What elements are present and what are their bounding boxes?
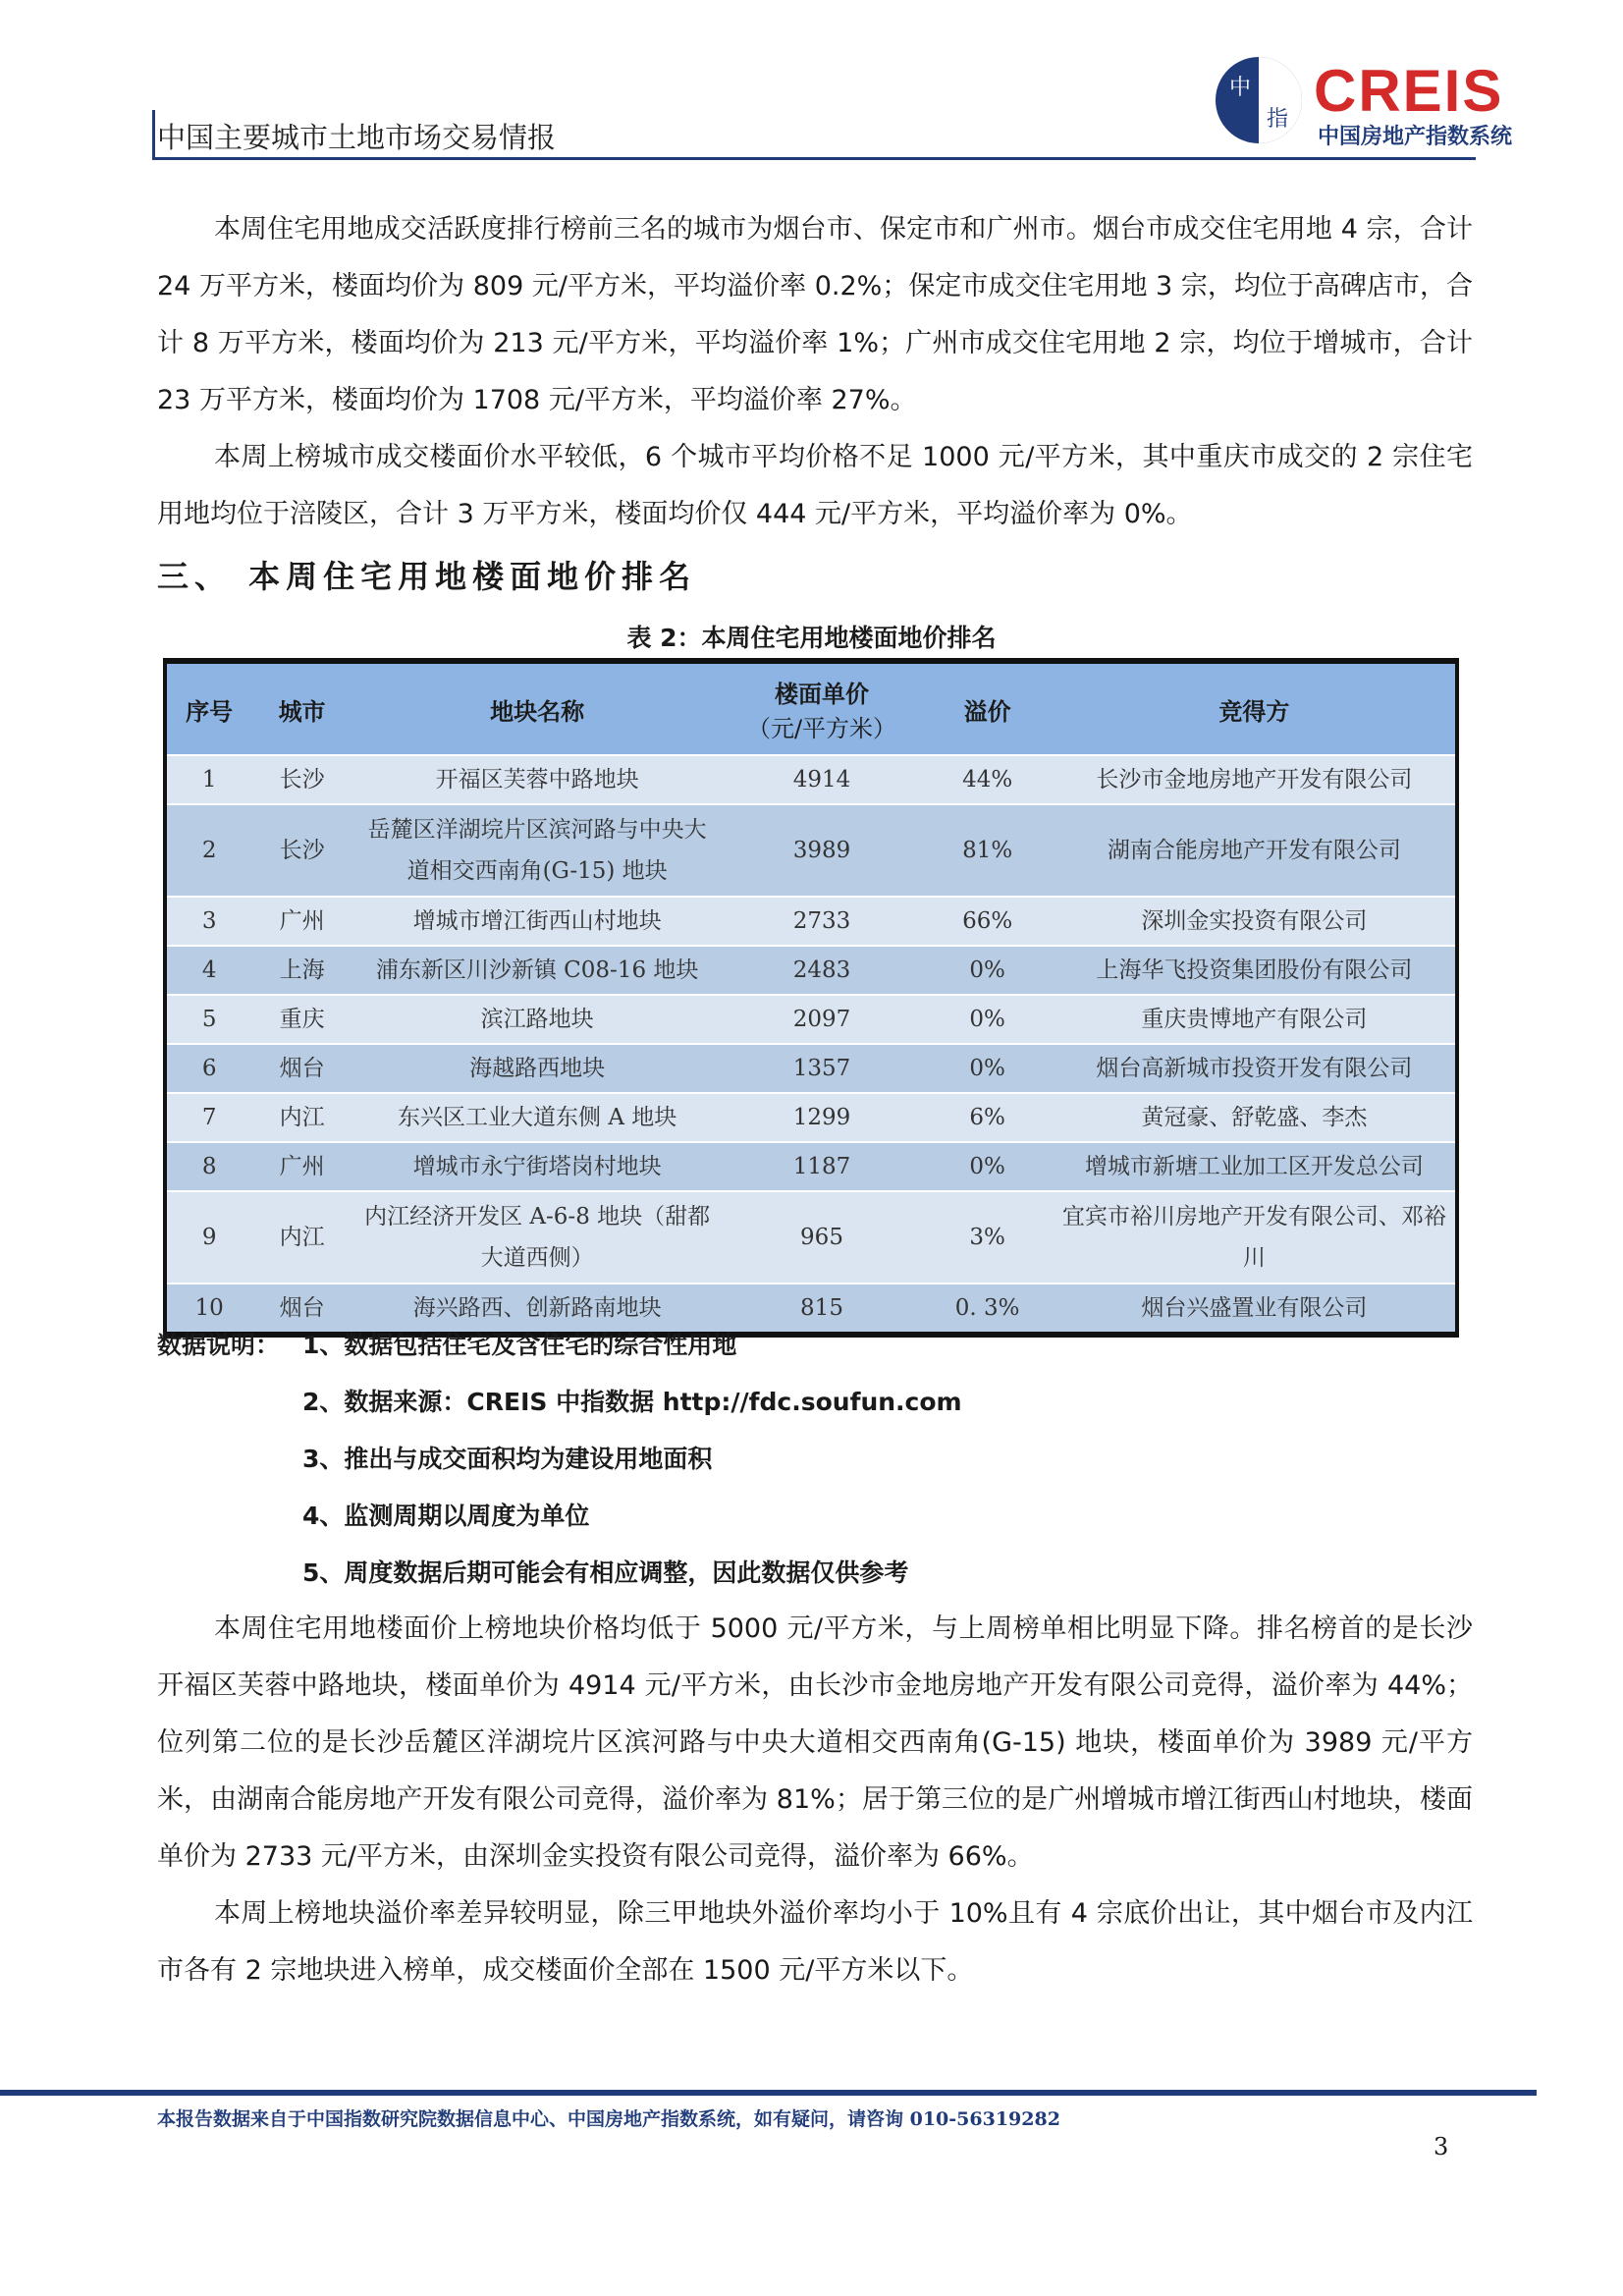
cell-premium: 3% (922, 1191, 1054, 1284)
table-row (165, 946, 1457, 995)
cell-name: 开福区芙蓉中路地块 (352, 755, 723, 804)
logo-char-zhong: 中 (1229, 76, 1252, 100)
cell-premium: 6% (922, 1093, 1054, 1142)
cell-city: 长沙 (251, 804, 352, 897)
page-number: 3 (1434, 2133, 1449, 2160)
cell-premium: 0% (922, 995, 1054, 1044)
header-accent-line (152, 110, 155, 160)
cell-no: 7 (165, 1093, 251, 1142)
cell-premium: 0% (922, 946, 1054, 995)
cell-name: 增城市永宁街塔岗村地块 (352, 1142, 723, 1191)
cell-city: 重庆 (251, 995, 352, 1044)
intro-paragraph-2: 本周上榜城市成交楼面价水平较低，6 个城市平均价格不足 1000 元/平方米，其中重庆市成交的 2 宗住宅用地均位于涪陵区，合计 3 万平方米，楼面均价仅 444 元/平方米，平均溢价率为 0%。 (157, 442, 1473, 529)
header-buyer: 竞得方 (1054, 661, 1457, 755)
table-row (165, 897, 1457, 946)
cell-city: 上海 (251, 946, 352, 995)
footer-disclaimer: 本报告数据来自于中国指数研究院数据信息中心、中国房地产指数系统，如有疑问，请咨询 010-56319282 (157, 2108, 1060, 2130)
cell-city: 长沙 (251, 755, 352, 804)
cell-no: 2 (165, 804, 251, 897)
cell-buyer: 湖南合能房地产开发有限公司 (1054, 804, 1457, 897)
header-no: 序号 (165, 661, 251, 755)
logo-wordmark: CREIS (1314, 58, 1504, 124)
header-divider (152, 157, 1476, 160)
intro-paragraph-1: 本周住宅用地成交活跃度排行榜前三名的城市为烟台市、保定市和广州市。烟台市成交住宅用地 4 宗，合计 24 万平方米，楼面均价为 809 元/平方米，平均溢价率 0.2%；保定市成交住宅用地 3 宗，均位于高碑店市，合计 8 万平方米，楼面均价为 213 元/平方米，平均溢价率 1%；广州市成交住宅用地 2 宗，均位于增城市，合计 23 万平方米，楼面均价为 1708 元/平方米，平均溢价率 27%。 (157, 214, 1473, 415)
footer-divider (0, 2090, 1537, 2096)
cell-city: 内江 (251, 1191, 352, 1284)
note-item-5: 5、周度数据后期可能会有相应调整，因此数据仅供参考 (302, 1558, 909, 1587)
table-row (165, 1044, 1457, 1093)
cell-premium: 66% (922, 897, 1054, 946)
cell-name: 滨江路地块 (352, 995, 723, 1044)
cell-city: 广州 (251, 1142, 352, 1191)
cell-name: 岳麓区洋湖垸片区滨河路与中央大道相交西南角(G-15) 地块 (352, 804, 723, 897)
header-price-line1: 楼面单价 (775, 681, 869, 708)
cell-premium: 0% (922, 1044, 1054, 1093)
header-name: 地块名称 (352, 661, 723, 755)
section-title: 三、 本周住宅用地楼面地价排名 (157, 558, 697, 595)
cell-premium: 44% (922, 755, 1054, 804)
cell-name: 增城市增江街西山村地块 (352, 897, 723, 946)
notes-label: 数据说明： (157, 1331, 281, 1359)
table-row (165, 1093, 1457, 1142)
creis-logo (1216, 57, 1540, 155)
cell-city: 烟台 (251, 1044, 352, 1093)
cell-no: 8 (165, 1142, 251, 1191)
cell-no: 10 (165, 1284, 251, 1335)
cell-price: 965 (722, 1191, 921, 1284)
table-row (165, 804, 1457, 897)
note-item-3: 3、推出与成交面积均为建设用地面积 (302, 1445, 713, 1473)
cell-price: 1187 (722, 1142, 921, 1191)
cell-no: 4 (165, 946, 251, 995)
cell-name: 内江经济开发区 A-6-8 地块（甜都大道西侧） (352, 1191, 723, 1284)
table-row (165, 995, 1457, 1044)
header-city: 城市 (251, 661, 352, 755)
cell-name: 东兴区工业大道东侧 A 地块 (352, 1093, 723, 1142)
cell-no: 1 (165, 755, 251, 804)
report-title: 中国主要城市土地市场交易情报 (157, 121, 557, 154)
table-row (165, 1191, 1457, 1284)
cell-price: 2097 (722, 995, 921, 1044)
header-price (722, 661, 921, 755)
cell-premium: 0% (922, 1142, 1054, 1191)
cell-price: 815 (722, 1284, 921, 1335)
cell-city: 内江 (251, 1093, 352, 1142)
cell-city: 广州 (251, 897, 352, 946)
cell-buyer: 重庆贵博地产有限公司 (1054, 995, 1457, 1044)
note-item-1: 1、数据包括住宅及含住宅的综合性用地 (302, 1331, 737, 1359)
cell-premium: 0. 3% (922, 1284, 1054, 1335)
table-row (165, 1142, 1457, 1191)
analysis-paragraph-2: 本周上榜地块溢价率差异较明显，除三甲地块外溢价率均小于 10%且有 4 宗底价出让，其中烟台市及内江市各有 2 宗地块进入榜单，成交楼面价全部在 1500 元/平方米以下。 (157, 1898, 1473, 1986)
cell-premium: 81% (922, 804, 1054, 897)
cell-buyer: 黄冠豪、舒乾盛、李杰 (1054, 1093, 1457, 1142)
cell-name: 海兴路西、创新路南地块 (352, 1284, 723, 1335)
cell-buyer: 烟台高新城市投资开发有限公司 (1054, 1044, 1457, 1093)
table-header-row (165, 661, 1457, 755)
cell-no: 9 (165, 1191, 251, 1284)
cell-price: 4914 (722, 755, 921, 804)
table-row (165, 755, 1457, 804)
analysis-paragraph-1: 本周住宅用地楼面价上榜地块价格均低于 5000 元/平方米，与上周榜单相比明显下降。排名榜首的是长沙开福区芙蓉中路地块，楼面单价为 4914 元/平方米，由长沙市金地房地产开发有限公司竞得，溢价率为 44%；位列第二位的是长沙岳麓区洋湖垸片区滨河路与中央大道相交西南角(G-15) 地块，楼面单价为 3989 元/平方米，由湖南合能房地产开发有限公司竞得，溢价率为 81%；居于第三位的是广州增城市增江街西山村地块，楼面单价为 2733 元/平方米，由深圳金实投资有限公司竞得，溢价率为 66%。 (157, 1613, 1473, 1872)
cell-buyer: 上海华飞投资集团股份有限公司 (1054, 946, 1457, 995)
cell-buyer: 宜宾市裕川房地产开发有限公司、邓裕川 (1054, 1191, 1457, 1284)
cell-price: 3989 (722, 804, 921, 897)
cell-price: 2483 (722, 946, 921, 995)
table-caption: 表 2：本周住宅用地楼面地价排名 (626, 624, 997, 652)
note-item-2: 2、数据来源：CREIS 中指数据 http://fdc.soufun.com (302, 1388, 962, 1416)
cell-buyer: 烟台兴盛置业有限公司 (1054, 1284, 1457, 1335)
cell-buyer: 深圳金实投资有限公司 (1054, 897, 1457, 946)
cell-no: 6 (165, 1044, 251, 1093)
cell-buyer: 增城市新塘工业加工区开发总公司 (1054, 1142, 1457, 1191)
header-premium: 溢价 (922, 661, 1054, 755)
logo-char-zhi: 指 (1267, 107, 1289, 132)
cell-price: 1299 (722, 1093, 921, 1142)
land-price-ranking-table (163, 658, 1459, 1338)
cell-no: 3 (165, 897, 251, 946)
cell-city: 烟台 (251, 1284, 352, 1335)
cell-price: 2733 (722, 897, 921, 946)
header-price-line2: （元/平方米） (746, 715, 897, 742)
cell-buyer: 长沙市金地房地产开发有限公司 (1054, 755, 1457, 804)
note-item-4: 4、监测周期以周度为单位 (302, 1502, 590, 1530)
logo-emblem-icon (1216, 57, 1302, 143)
cell-price: 1357 (722, 1044, 921, 1093)
cell-no: 5 (165, 995, 251, 1044)
cell-name: 海越路西地块 (352, 1044, 723, 1093)
logo-subtitle: 中国房地产指数系统 (1318, 125, 1513, 149)
cell-name: 浦东新区川沙新镇 C08-16 地块 (352, 946, 723, 995)
